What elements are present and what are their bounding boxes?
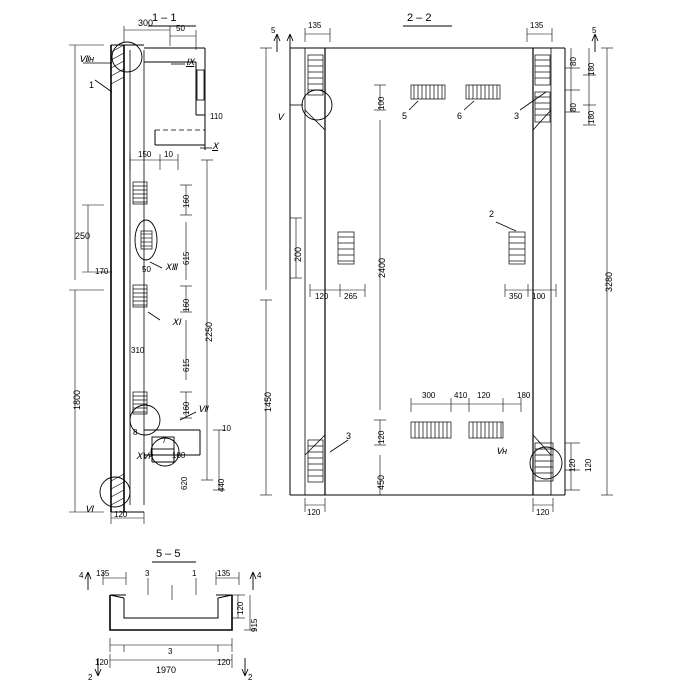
pos-3-bot: 3 bbox=[346, 431, 352, 441]
v2-180-br: 120 bbox=[584, 458, 593, 472]
dim-620: 620 bbox=[180, 476, 189, 490]
v2-350: 300 bbox=[422, 391, 436, 400]
v2-410: 180 bbox=[517, 391, 531, 400]
dim-110: 110 bbox=[210, 112, 223, 121]
v3-915: 915 bbox=[250, 618, 259, 632]
pos-8: 8 bbox=[133, 428, 138, 437]
dim-150: 150 bbox=[138, 150, 152, 159]
v2-top-135-l: 135 bbox=[308, 21, 322, 30]
v2-5-right: 5 bbox=[592, 26, 597, 35]
view3-title: 5 – 5 bbox=[156, 548, 181, 560]
v2-100-a: 410 bbox=[454, 391, 468, 400]
dim-160-b: 160 bbox=[182, 298, 191, 312]
mark-9: Ⅸ bbox=[186, 57, 195, 67]
v2-5-left: 5 bbox=[271, 26, 276, 35]
view2-title: 2 – 2 bbox=[407, 12, 432, 24]
v3-1970: 1970 bbox=[156, 665, 177, 675]
pos-7: 7 bbox=[162, 436, 167, 445]
dim-615-b: 615 bbox=[182, 358, 191, 372]
v2-200: 200 bbox=[293, 246, 303, 262]
dim-310: 310 bbox=[131, 346, 145, 355]
dim-10: 10 bbox=[164, 150, 173, 159]
v3-120: 120 bbox=[236, 601, 245, 615]
mark-13: ⅩⅢ bbox=[165, 262, 178, 272]
v2-80-a: 80 bbox=[569, 57, 578, 66]
v2-120-br: 120 bbox=[568, 458, 577, 472]
v2-180-b: 180 bbox=[587, 110, 596, 124]
dim-10-r: 10 bbox=[222, 424, 231, 433]
v2-100-top: 100 bbox=[377, 96, 386, 110]
v3-4-left: 4 bbox=[79, 571, 84, 580]
mark-11: ⅩⅠ bbox=[172, 317, 181, 327]
v2-80-b: 80 bbox=[569, 103, 578, 112]
v3-1-top: 1 bbox=[192, 569, 197, 578]
mark-6: Ⅵ bbox=[85, 504, 94, 514]
v2-265-l: 120 bbox=[315, 292, 329, 301]
pos-1: 1 bbox=[89, 80, 95, 90]
mark-7n: Ⅶн bbox=[79, 54, 95, 64]
mark-15n: ⅩⅤн bbox=[136, 451, 154, 461]
dim-440: 440 bbox=[217, 478, 226, 492]
pos-6: 6 bbox=[457, 111, 463, 121]
v2-2400: 2400 bbox=[377, 257, 387, 278]
dim-2250: 2250 bbox=[204, 321, 214, 342]
v2-265-r: 100 bbox=[532, 292, 546, 301]
v2-120-l: 265 bbox=[344, 292, 358, 301]
pos-5: 5 bbox=[402, 111, 408, 121]
dim-170: 170 bbox=[95, 267, 109, 276]
pos-3-top: 3 bbox=[514, 111, 520, 121]
dim-180: 180 bbox=[172, 451, 186, 460]
v3-4-right: 4 bbox=[257, 571, 262, 580]
v3-3-top: 3 bbox=[145, 569, 150, 578]
v3-120-l: 120 bbox=[95, 658, 109, 667]
dim-300: 300 bbox=[138, 18, 154, 28]
v2-120-bot-r: 120 bbox=[536, 508, 550, 517]
v2-1450: 1450 bbox=[263, 391, 273, 412]
pos-2: 2 bbox=[489, 209, 495, 219]
dim-120-v1: 120 bbox=[114, 510, 128, 519]
view1-title: 1 – 1 bbox=[152, 12, 177, 24]
dim-50-top: 50 bbox=[176, 24, 185, 33]
v2-300: 120 bbox=[477, 391, 491, 400]
dim-615-a: 615 bbox=[182, 251, 191, 265]
dim-50-mid: 50 bbox=[142, 265, 151, 274]
dim-160-a: 160 bbox=[182, 194, 191, 208]
v3-135-r: 135 bbox=[217, 569, 231, 578]
mark-5: Ⅴ bbox=[277, 112, 284, 122]
v3-135-l: 135 bbox=[96, 569, 110, 578]
v2-100-bot: 120 bbox=[377, 430, 386, 444]
v3-2-left: 2 bbox=[88, 673, 93, 682]
v2-3280: 3280 bbox=[604, 271, 614, 292]
dim-1800: 1800 bbox=[72, 389, 82, 410]
mark-7: Ⅶ bbox=[198, 404, 209, 414]
v2-180-a: 180 bbox=[587, 62, 596, 76]
v2-top-135-r: 135 bbox=[530, 21, 544, 30]
v2-120-bl: 120 bbox=[307, 508, 321, 517]
v3-120-r: 120 bbox=[217, 658, 231, 667]
v2-450: 450 bbox=[376, 474, 386, 490]
mark-10: Ⅹ bbox=[212, 141, 219, 151]
dim-160-c: 160 bbox=[182, 401, 191, 415]
mark-5n: Ⅴн bbox=[496, 446, 508, 456]
dim-250: 250 bbox=[75, 231, 91, 241]
v2-120-r: 350 bbox=[509, 292, 523, 301]
v3-2-right: 2 bbox=[248, 673, 253, 682]
v3-3-bot: 3 bbox=[168, 647, 173, 656]
